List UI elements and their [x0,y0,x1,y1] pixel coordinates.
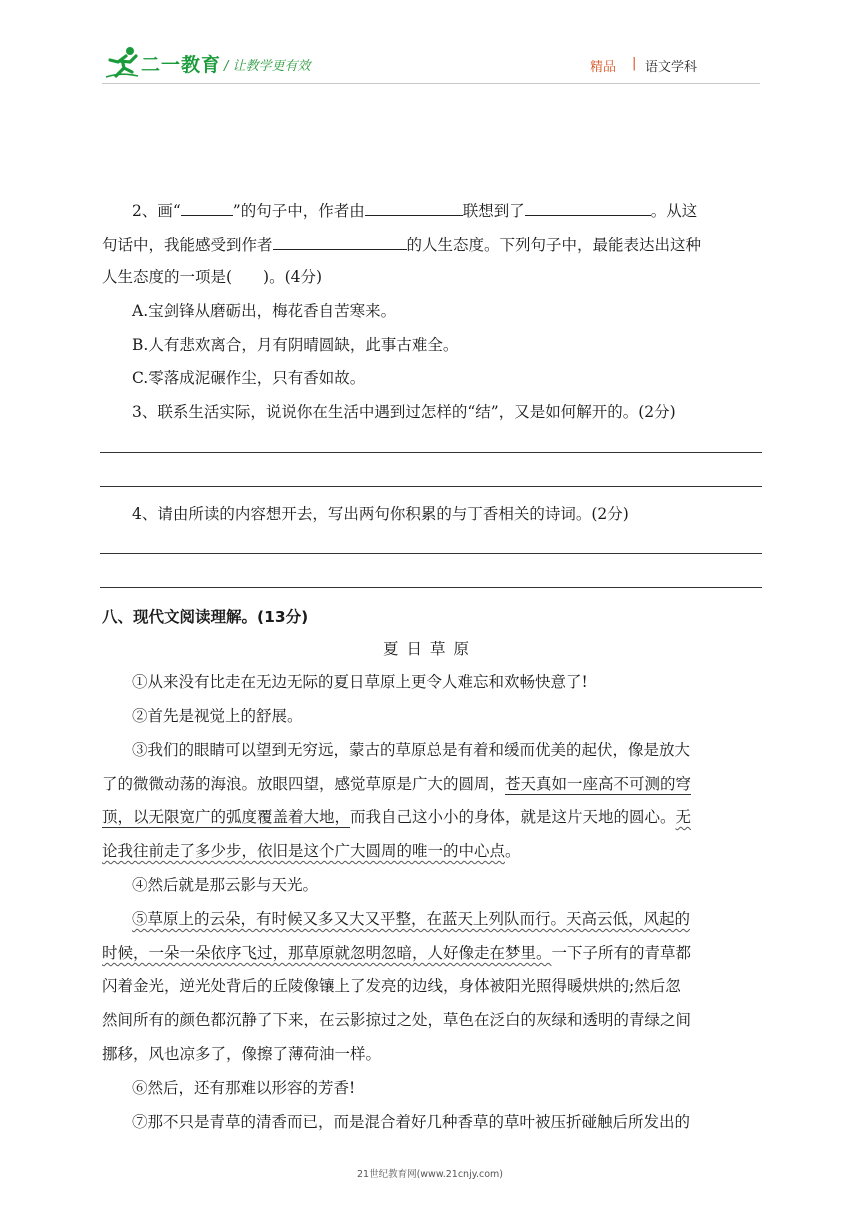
paragraph-3-line-3: 顶，以无限宽广的弧度覆盖着大地，而我自己这小小的身体，就是这片天地的圆心。无 [102,808,692,826]
quality-tag: 精品 [590,60,617,75]
paragraph-3-line-1: ③我们的眼睛可以望到无穷远，蒙古的草原总是有着和缓而优美的起伏，像是放大 [132,741,691,759]
paragraph-5-line-1 [132,908,762,930]
page-footer: 21世纪教育网(www.21cnjy.com) [356,1169,503,1180]
q3-prompt: 3、联系生活实际，说说你在生活中遇到过怎样的“结”，又是如何解开的。(2分) [132,403,676,421]
q2-blank-attitude[interactable] [273,233,407,250]
paragraph-5-line-4: 然间所有的颜色都沉静了下来，在云影掠过之处，草色在泛白的灰绿和透明的青绿之间 [102,1011,692,1029]
paragraph-2: ②首先是视觉上的舒展。 [132,707,303,725]
brand-name: 二一教育 [141,54,222,76]
paragraph-1: ①从来没有比走在无边无际的夏日草原上更令人难忘和欢畅快意了! [132,673,588,691]
q2-option-b: B.人有悲欢离合，月有阴晴圆缺，此事古难全。 [132,336,459,354]
subject-label: 语文学科 [645,60,698,75]
paragraph-5-line-2: 时候，一朵一朵依序飞过，那草原就忽明忽暗，人好像走在梦里。一下子所有的青草都 [102,944,692,962]
paragraph-7-line-1: ⑦那不只是青草的清香而已，而是混合着好几种香草的草叶被压折碰触后所发出的 [132,1113,691,1131]
paragraph-5-line-5: 挪移，风也凉多了，像擦了薄荷油一样。 [102,1045,382,1063]
underlined-sentence: 苍天真如一座高不可测的穹 [505,775,692,793]
wavy-underlined-sentence-cont: 论我往前走了多少步，依旧是这个广大圆周的唯一的中心点 [102,842,506,860]
q2-line1: 2、画“ ”的句子中，作者由 联想到了 。从这 [132,199,762,222]
q3-answer-line-2[interactable] [100,486,762,487]
paragraph-3-line-2: 了的微微动荡的海浪。放眼四望，感觉草原是广大的圆周，苍天真如一座高不可测的穹 [102,775,692,793]
wavy-underlined-cloud-sentence: ⑤草原上的云朵，有时候又多又大又平整，在蓝天上列队而行。天高云低，风起的 [132,910,691,928]
q2-option-c: C.零落成泥碾作尘，只有香如故。 [132,369,366,387]
q4-answer-line-2[interactable] [100,587,762,588]
running-figure-logo-icon [104,46,140,80]
passage-title: 夏日草原 [382,640,477,658]
wavy-underlined-cloud-sentence-cont: 时候，一朵一朵依序飞过，那草原就忽明忽暗，人好像走在梦里。 [102,944,552,962]
section-8-heading: 八、现代文阅读理解。(13分) [102,608,309,626]
header-divider [102,83,760,84]
wavy-underlined-sentence: 无 [675,808,692,826]
brand-slogan: / 让教学更有效 [224,59,311,74]
q2-blank-to[interactable] [525,199,651,216]
paragraph-4: ④然后就是那云影与天光。 [132,876,319,894]
q3-answer-line-1[interactable] [100,452,762,453]
underlined-sentence-cont: 顶，以无限宽广的弧度覆盖着大地， [102,808,351,826]
paragraph-3-line-4: 论我往前走了多少步，依旧是这个广大圆周的唯一的中心点。 [102,842,521,860]
q2-line2: 句话中，我能感受到作者 的人生态度。下列句子中，最能表达出这种 [102,233,762,256]
paragraph-5-line-3: 闪着金光，逆光处背后的丘陵像镶上了发亮的边线，身体被阳光照得暖烘烘的;然后忽 [102,977,681,995]
q2-line3: 人生态度的一项是( )。(4分) [102,268,323,286]
paragraph-6: ⑥然后，还有那难以形容的芳香! [132,1079,356,1097]
q2-blank-marker[interactable] [181,199,233,216]
header-separator: | [632,56,637,71]
q2-blank-from[interactable] [365,199,463,216]
q4-answer-line-1[interactable] [100,553,762,554]
q2-option-a: A.宝剑锋从磨砺出，梅花香自苦寒来。 [132,302,397,320]
q4-prompt: 4、请由所读的内容想开去，写出两句你积累的与丁香相关的诗词。(2分) [132,505,629,523]
